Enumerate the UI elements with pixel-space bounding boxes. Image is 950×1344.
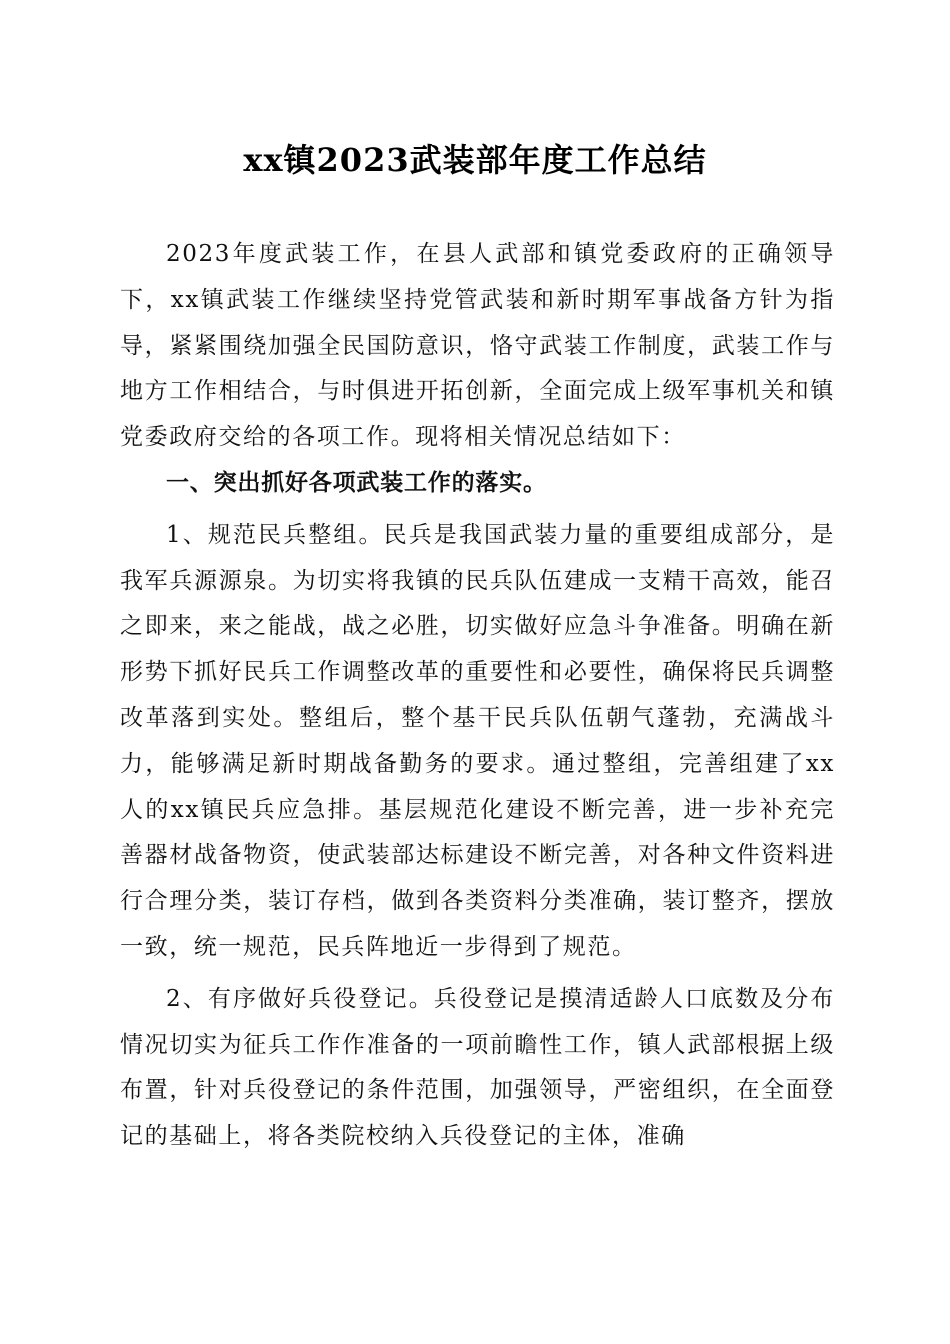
- paragraph-militia-reorganization: 1、规范民兵整组。民兵是我国武装力量的重要组成部分，是我军兵源源泉。为切实将我镇的民兵队伍建成一支精干高效，能召之即来，来之能战，战之必胜，切实做好应急斗争准备。明确在新形势下抓好民兵工作调整改革的重要性和必要性，确保将民兵调整改革落到实处。整组后，整个基干民兵队伍朝气蓬勃，充满战斗力，能够满足新时期战备勤务的要求。通过整组，完善组建了xx人的xx镇民兵应急排。基层规范化建设不断完善，进一步补充完善器材战备物资，使武装部达标建设不断完善，对各种文件资料进行合理分类，装订存档，做到各类资料分类准确，装订整齐，摆放一致，统一规范，民兵阵地近一步得到了规范。: [120, 521, 835, 960]
- section-heading-1: 一、突出抓好各项武装工作的落实。: [166, 469, 547, 496]
- document-title: xx镇2023武装部年度工作总结: [243, 141, 707, 179]
- paragraph-military-registration: 2、有序做好兵役登记。兵役登记是摸清适龄人口底数及分布情况切实为征兵工作作准备的一项前瞻性工作，镇人武部根据上级布置，针对兵役登记的条件范围，加强领导，严密组织，在全面登记的基础上，将各类院校纳入兵役登记的主体，准确: [120, 985, 835, 1150]
- document-body: [120, 232, 835, 1160]
- paragraph-intro: 2023年度武装工作，在县人武部和镇党委政府的正确领导下，xx镇武装工作继续坚持党管武装和新时期军事战备方针为指导，紧紧围绕加强全民国防意识，恪守武装工作制度，武装工作与地方工作相结合，与时俱进开拓创新，全面完成上级军事机关和镇党委政府交给的各项工作。现将相关情况总结如下：: [120, 241, 835, 451]
